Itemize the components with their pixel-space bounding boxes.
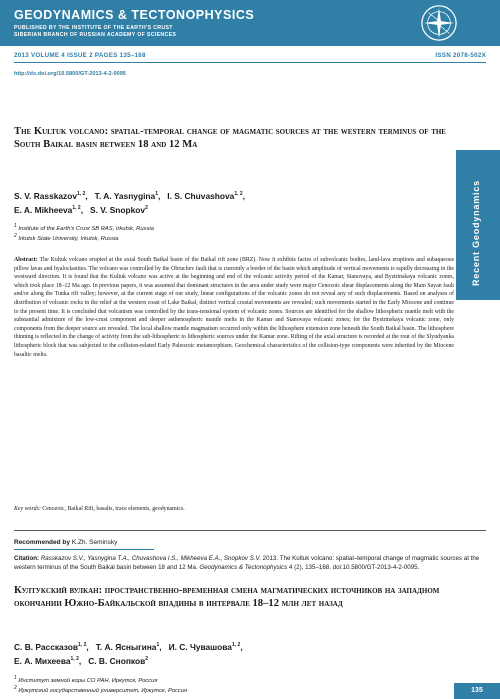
header-divider [14, 62, 486, 63]
author-sup: 1, 2 [77, 191, 86, 198]
authors-line-1: S. V. Rasskazov$^{1, 2}$, T. A. Yasnygina$^1$, I. S. Chuvashova$^{1, 2}$, [14, 191, 245, 201]
author-sup: 1, 2 [72, 205, 81, 212]
author-sup: 2 [145, 205, 148, 212]
article-title-en: The Kultuk volcano: spatial-temporal change of magmatic sources at the western terminus of the South Baikal basin between 18 and 12 Ma [14, 126, 446, 150]
journal-logo-icon [420, 4, 458, 42]
authors-ru-line-1: С. В. Рассказов$^{1, 2}$, Т. А. Ясныгина$^1$, И. С. Чувашова$^{1, 2}$, [14, 642, 243, 652]
author-sup: 1 [155, 191, 158, 198]
citation-authors: Rasskazov S.V., Yasnygina T.A., Chuvashova I.S., Mikheeva E.A., Snopkov S.V. [40, 555, 261, 562]
author-name: И. С. Чувашова [168, 642, 232, 652]
author-name: Е. А. Михеева [14, 656, 71, 666]
author-name: I. S. Chuvashova [167, 191, 235, 201]
publisher-line-1: PUBLISHED BY THE INSTITUTE OF THE EARTH'S CRUST [14, 25, 173, 31]
recommended-label: Recommended by [14, 539, 70, 546]
affiliation-1: $^1$ Institute of the Earth's Crust SB RAS, Irkutsk, Russia [14, 223, 154, 232]
keywords-text: Cenozoic, Baikal Rift, basalts, trace elements, geodynamics. [42, 506, 185, 512]
author-name: S. V. Rasskazov [14, 191, 78, 201]
journal-header [0, 0, 500, 46]
citation-journal: Geodynamics & Tectonophysics [199, 563, 288, 571]
section-divider [14, 530, 486, 531]
author-name: С. В. Снопков [88, 656, 146, 666]
authors-ru-line-2: Е. А. Михеева$^{1, 2}$, С. В. Снопков$^2$ [14, 656, 148, 666]
affiliation-2: $^2$ Irkutsk State University, Irkutsk, Russia [14, 233, 119, 242]
keywords-label: Key words: [14, 506, 41, 512]
authors-en [14, 189, 454, 217]
author-name: С. В. Рассказов [14, 642, 79, 652]
author-name: Т. А. Ясныгина [95, 642, 157, 652]
author-sup: 1, 2 [234, 191, 243, 198]
affiliation-ru-2: $^2$ Иркутский государственный университет, Иркутск, Россия [14, 685, 188, 694]
abstract-label: Abstract: [14, 257, 38, 263]
publisher-line-2: SIBERIAN BRANCH OF RUSSIAN ACADEMY OF SCIENCES [14, 32, 177, 38]
authors-ru [14, 640, 454, 668]
page-number: 135 [454, 683, 500, 699]
author-name: E. A. Mikheeva [14, 205, 73, 215]
abstract [14, 256, 454, 359]
recommended-by [14, 539, 117, 546]
issn: ISSN 2078-502X [435, 52, 486, 59]
affiliation-ru-1: $^1$ Институт земной коры СО РАН, Иркутск, Россия [14, 675, 158, 684]
abstract-text: The Kultuk volcano erupted at the axial South Baikal basin of the Baikal rift zone (BRZ). Now it exhibits facies of subvolcanic bodies, land-lava eruptions and subaqueous pillow lavas and hyaloclastites. The volcano was controlled by the Obruchev fault that is currently a border of the basin which amplitude of vertical movements is rapidly decreasing in the westward direction. It is found that the Kultuk volcano was active at the beginning and end of the volcanic activity period of the Kamar, Stanovaya, and Bystrinskaya volcanic zones, which took place 18–12 Ma ago. In previous papers, it was assumed that dominant structures in the area under study were major Cenozoic shear displacements along the Main Sayan fault and/or along the Tunka rift valley; however, at the current stage of our study, linear configurations of the volcanic zones do not reveal any of such displacements. Based on analyses of distribution of volcanic rocks in the relief at the western coast of Lake Baikal, distinct vertical crustal movements are revealed; such movements started in the Early Miocene and continue to the present time. It is concluded that volcanism was controlled by the trans-tensional system of volcanic zones. Sources are identified for the shallow lithospheric mantle melt with the substantial admixture of the low-crust component and deeper asthenospheric mantle melts in the Kamar and Stanovaya volcanic zones; for the Bystrinskaya volcanic zone, only components from the deeper source are revealed. The local shallow mantle magmatism occurred only within the lithosphere extension zone beneath the South Baikal basin. The lithosphere thinning is reflected in the change of activity from the sub-lithospheric to lithospheric sources under the Kamar zone. Rifting of the axial structure is recorded at the rout of the Slyudyanka lithospheric block that was subjected to the collision-related Early Paleozoic metamorphism. Geochemical characteristics of the collision-type components were inherited by the Miocene basaltic melts. [14, 257, 454, 358]
keywords [14, 506, 454, 512]
recommended-underline [14, 549, 154, 550]
journal-title: GEODYNAMICS & TECTONOPHYSICS [14, 8, 255, 22]
recommended-name: K.Zh. Seminsky [71, 539, 118, 546]
authors-line-2: E. A. Mikheeva$^{1, 2}$, S. V. Snopkov$^2$ [14, 205, 148, 215]
section-label: Recent Geodynamics [471, 180, 481, 286]
author-name: S. V. Snopkov [90, 205, 146, 215]
citation-label: Citation: [14, 555, 40, 562]
issue-info: 2013 VOLUME 4 ISSUE 2 PAGES 135–168 [14, 52, 146, 59]
citation: Citation: Rasskazov S.V., Yasnygina T.A., Chuvashova I.S., Mikheeva E.A., Snopkov S.V. 2013. The Kultuk volcano: spatial–temporal change of magmatic sources at the western terminus of the South Baikal basin between 18 and 12 Ma. Geodynamics & Tectonophysics 4 (2), 135–168. doi:10.5800/GT-2013-4-2-0095. [14, 555, 480, 571]
article-title-ru: Култукский вулкан: пространственно-временная смена магматических источников на западном окончании Южно-Байкальской впадины в интервале 18–12 млн лет назад [14, 585, 440, 609]
author-name: T. A. Yasnygina [94, 191, 156, 201]
doi-link[interactable]: http://dx.doi.org/10.5800/GT-2013-4-2-0095 [14, 71, 126, 77]
